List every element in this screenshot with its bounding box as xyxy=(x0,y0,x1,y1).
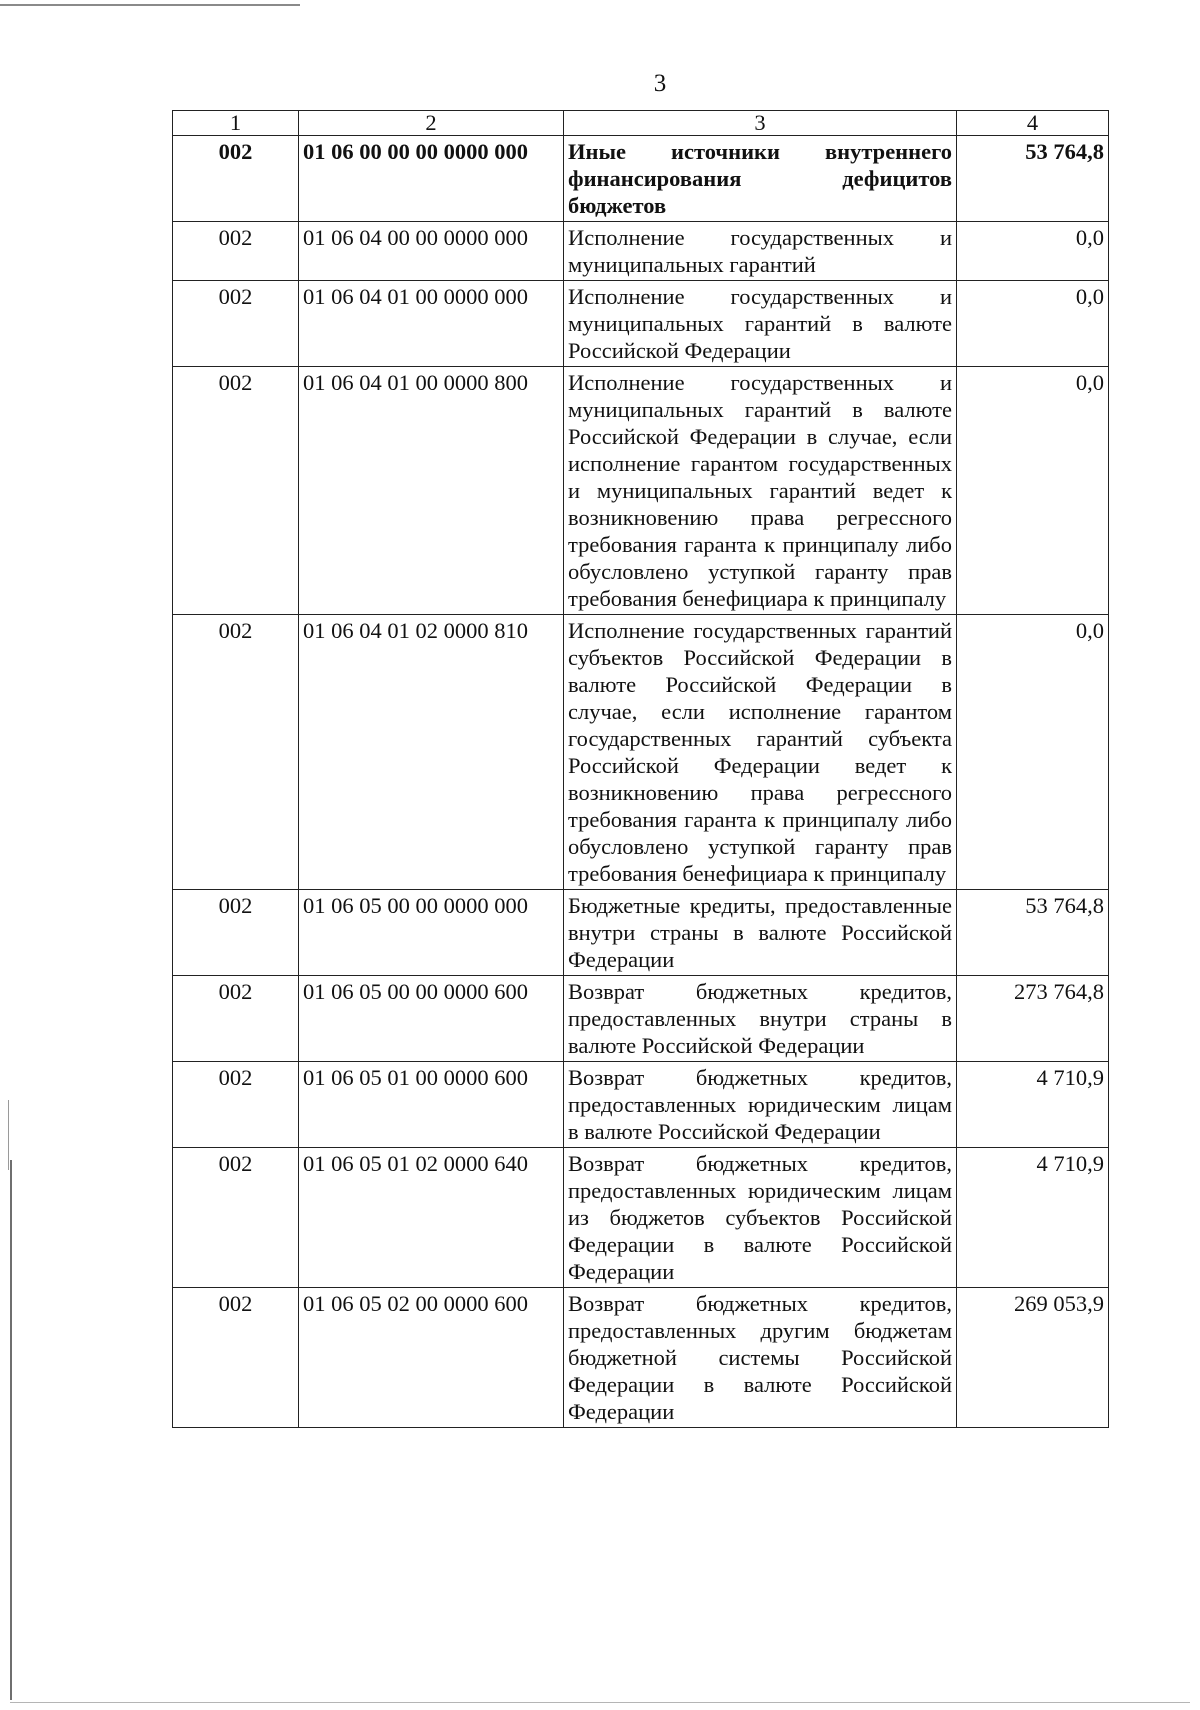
column-header-2: 2 xyxy=(299,111,564,136)
table-row xyxy=(173,136,1109,222)
table-row xyxy=(173,976,1109,1062)
budget-code-cell: 01 06 05 01 00 0000 600 xyxy=(299,1062,564,1148)
budget-code-cell: 01 06 05 00 00 0000 600 xyxy=(299,976,564,1062)
budget-code-cell: 01 06 00 00 00 0000 000 xyxy=(299,136,564,222)
table-body xyxy=(173,111,1109,1428)
admin-code-cell: 002 xyxy=(173,281,299,367)
column-header-4: 4 xyxy=(957,111,1109,136)
amount-cell: 273 764,8 xyxy=(957,976,1109,1062)
table-row xyxy=(173,615,1109,890)
source-name-cell: Исполнение государственных гарантий субъектов Российской Федерации в валюте Российской Федерации в случае, если исполнение гарантом государственных гарантий субъекта Российской Федерации ведет к возникновению права регрессного требования гаранта к принципалу либо обусловлено уступкой гаранту прав требования бенефициара к принципалу xyxy=(564,615,957,890)
source-name-cell: Исполнение государственных и муниципальных гарантий в валюте Российской Федерации в случае, если исполнение гарантом государственных и муниципальных гарантий ведет к возникновению права регрессного требования гаранта к принципалу либо обусловлено уступкой гаранту прав требования бенефициара к принципалу xyxy=(564,367,957,615)
source-name-cell: Возврат бюджетных кредитов, предоставленных внутри страны в валюте Российской Федерации xyxy=(564,976,957,1062)
amount-cell: 269 053,9 xyxy=(957,1288,1109,1428)
admin-code-cell: 002 xyxy=(173,890,299,976)
table-row xyxy=(173,1062,1109,1148)
amount-cell: 53 764,8 xyxy=(957,890,1109,976)
table-row xyxy=(173,281,1109,367)
amount-cell: 0,0 xyxy=(957,222,1109,281)
table-row xyxy=(173,1288,1109,1428)
scan-artifact-left xyxy=(10,1160,12,1700)
page-number: 3 xyxy=(653,70,667,97)
budget-code-cell: 01 06 05 00 00 0000 000 xyxy=(299,890,564,976)
scan-artifact-left-short xyxy=(8,1100,9,1170)
admin-code-cell: 002 xyxy=(173,1148,299,1288)
source-name-cell: Возврат бюджетных кредитов, предоставленных юридическим лицам из бюджетов субъектов Российской Федерации в валюте Российской Федерации xyxy=(564,1148,957,1288)
amount-cell: 53 764,8 xyxy=(957,136,1109,222)
source-name-cell: Исполнение государственных и муниципальных гарантий xyxy=(564,222,957,281)
table-row xyxy=(173,222,1109,281)
budget-code-cell: 01 06 05 01 02 0000 640 xyxy=(299,1148,564,1288)
budget-code-cell: 01 06 05 02 00 0000 600 xyxy=(299,1288,564,1428)
column-header-3: 3 xyxy=(564,111,957,136)
column-header-1: 1 xyxy=(173,111,299,136)
amount-cell: 0,0 xyxy=(957,281,1109,367)
admin-code-cell: 002 xyxy=(173,976,299,1062)
admin-code-cell: 002 xyxy=(173,136,299,222)
amount-cell: 0,0 xyxy=(957,615,1109,890)
admin-code-cell: 002 xyxy=(173,615,299,890)
admin-code-cell: 002 xyxy=(173,1288,299,1428)
amount-cell: 0,0 xyxy=(957,367,1109,615)
source-name-cell: Возврат бюджетных кредитов, предоставленных юридическим лицам в валюте Российской Федерации xyxy=(564,1062,957,1148)
financing-sources-table xyxy=(172,110,1109,1428)
admin-code-cell: 002 xyxy=(173,367,299,615)
table-row xyxy=(173,1148,1109,1288)
scan-artifact-bottom xyxy=(10,1702,1190,1703)
table-header-row xyxy=(173,111,1109,136)
source-name-cell: Иные источники внутреннего финансирования дефицитов бюджетов xyxy=(564,136,957,222)
budget-code-cell: 01 06 04 01 02 0000 810 xyxy=(299,615,564,890)
table-row xyxy=(173,890,1109,976)
table-row xyxy=(173,367,1109,615)
source-name-cell: Возврат бюджетных кредитов, предоставленных другим бюджетам бюджетной системы Российской Федерации в валюте Российской Федерации xyxy=(564,1288,957,1428)
admin-code-cell: 002 xyxy=(173,222,299,281)
budget-code-cell: 01 06 04 00 00 0000 000 xyxy=(299,222,564,281)
admin-code-cell: 002 xyxy=(173,1062,299,1148)
source-name-cell: Исполнение государственных и муниципальных гарантий в валюте Российской Федерации xyxy=(564,281,957,367)
amount-cell: 4 710,9 xyxy=(957,1062,1109,1148)
source-name-cell: Бюджетные кредиты, предоставленные внутри страны в валюте Российской Федерации xyxy=(564,890,957,976)
amount-cell: 4 710,9 xyxy=(957,1148,1109,1288)
scan-artifact-top xyxy=(0,4,300,6)
budget-code-cell: 01 06 04 01 00 0000 800 xyxy=(299,367,564,615)
budget-code-cell: 01 06 04 01 00 0000 000 xyxy=(299,281,564,367)
